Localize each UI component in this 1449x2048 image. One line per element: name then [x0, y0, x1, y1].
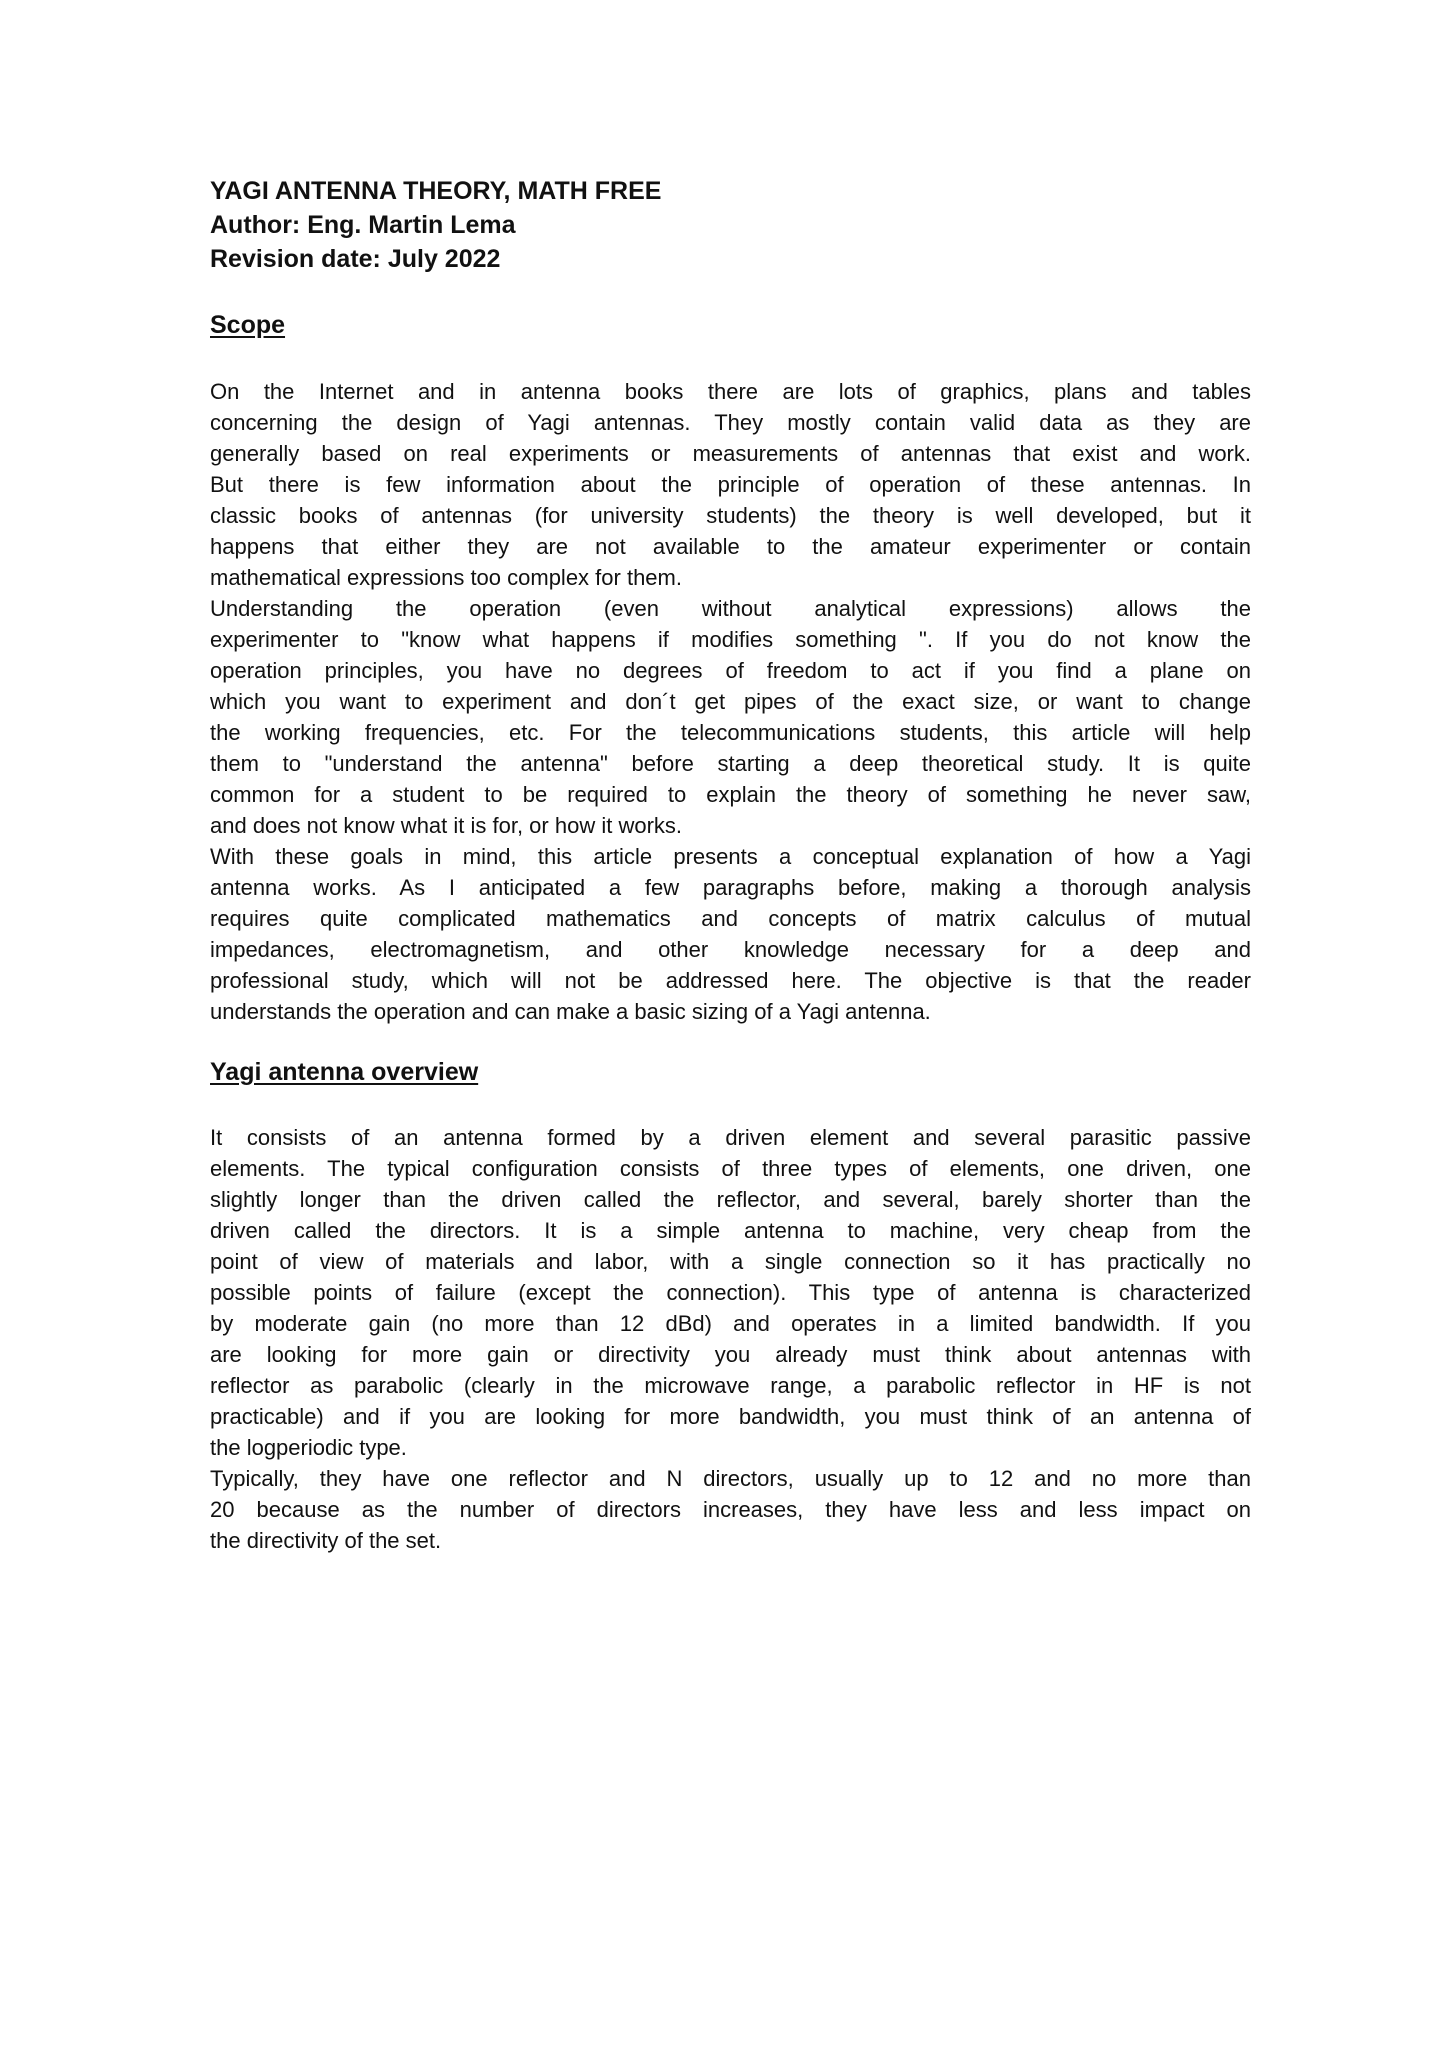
paragraph-line: concerning the design of Yagi antennas. They mostly contain valid data as they are: [210, 410, 1251, 435]
paragraph-line: practicable) and if you are looking for more bandwidth, you must think of an antenna of: [210, 1404, 1251, 1429]
paragraph-line: experimenter to "know what happens if modifies something ". If you do not know the: [210, 627, 1251, 652]
paragraph: [210, 376, 1251, 593]
paragraph-line: requires quite complicated mathematics and concepts of matrix calculus of mutual: [210, 906, 1251, 931]
paragraph-line: classic books of antennas (for university students) the theory is well developed, but it: [210, 503, 1251, 528]
paragraph-line: Understanding the operation (even without analytical expressions) allows the: [210, 596, 1251, 621]
paragraph-line: the working frequencies, etc. For the telecommunications students, this article will help: [210, 720, 1251, 745]
paragraph-line: On the Internet and in antenna books there are lots of graphics, plans and tables: [210, 379, 1251, 404]
section-heading-scope: Scope: [210, 311, 286, 339]
paragraph-line: which you want to experiment and don´t get pipes of the exact size, or want to change: [210, 689, 1251, 714]
document-revision-date: Revision date: July 2022: [210, 245, 501, 273]
paragraph-line: Typically, they have one reflector and N directors, usually up to 12 and no more than: [210, 1466, 1251, 1491]
paragraph-line: possible points of failure (except the connection). This type of antenna is characterized: [210, 1280, 1251, 1305]
paragraph-line: It consists of an antenna formed by a driven element and several parasitic passive: [210, 1125, 1251, 1150]
paragraph-line: mathematical expressions too complex for them.: [210, 565, 682, 590]
paragraph-line: the logperiodic type.: [210, 1435, 407, 1460]
paragraph-line: the directivity of the set.: [210, 1528, 442, 1553]
paragraph: [210, 841, 1251, 1027]
paragraph-line: 20 because as the number of directors increases, they have less and less impact on: [210, 1497, 1251, 1522]
paragraph-line: professional study, which will not be addressed here. The objective is that the reader: [210, 968, 1251, 993]
paragraph-line: operation principles, you have no degrees of freedom to act if you find a plane on: [210, 658, 1251, 683]
paragraph-line: impedances, electromagnetism, and other knowledge necessary for a deep and: [210, 937, 1251, 962]
paragraph-line: driven called the directors. It is a simple antenna to machine, very cheap from the: [210, 1218, 1251, 1243]
paragraph-line: point of view of materials and labor, with a single connection so it has practically no: [210, 1249, 1251, 1274]
paragraph-line: are looking for more gain or directivity you already must think about antennas with: [210, 1342, 1251, 1367]
paragraph-line: elements. The typical configuration consists of three types of elements, one driven, one: [210, 1156, 1251, 1181]
paragraph: [210, 1122, 1251, 1463]
paragraph: [210, 593, 1251, 841]
paragraph-line: by moderate gain (no more than 12 dBd) and operates in a limited bandwidth. If you: [210, 1311, 1251, 1336]
paragraph-line: With these goals in mind, this article presents a conceptual explanation of how a Yagi: [210, 844, 1251, 869]
paragraph-line: them to "understand the antenna" before starting a deep theoretical study. It is quite: [210, 751, 1251, 776]
document-author: Author: Eng. Martin Lema: [210, 211, 516, 239]
document-title-block: [210, 174, 661, 276]
paragraph: [210, 1463, 1251, 1556]
paragraph-line: happens that either they are not available to the amateur experimenter or contain: [210, 534, 1251, 559]
paragraph-line: antenna works. As I anticipated a few paragraphs before, making a thorough analysis: [210, 875, 1251, 900]
document-title: YAGI ANTENNA THEORY, MATH FREE: [210, 177, 662, 205]
paragraph-line: and does not know what it is for, or how it works.: [210, 813, 683, 838]
paragraph-line: But there is few information about the principle of operation of these antennas. In: [210, 472, 1251, 497]
section-body-scope: [210, 376, 1251, 1027]
paragraph-line: generally based on real experiments or measurements of antennas that exist and work.: [210, 441, 1251, 466]
section-heading-overview: Yagi antenna overview: [210, 1058, 479, 1086]
paragraph-line: slightly longer than the driven called the reflector, and several, barely shorter than the: [210, 1187, 1251, 1212]
section-body-overview: [210, 1122, 1251, 1556]
paragraph-line: common for a student to be required to explain the theory of something he never saw,: [210, 782, 1251, 807]
paragraph-line: reflector as parabolic (clearly in the microwave range, a parabolic reflector in HF is not: [210, 1373, 1251, 1398]
paragraph-line: understands the operation and can make a basic sizing of a Yagi antenna.: [210, 999, 931, 1024]
